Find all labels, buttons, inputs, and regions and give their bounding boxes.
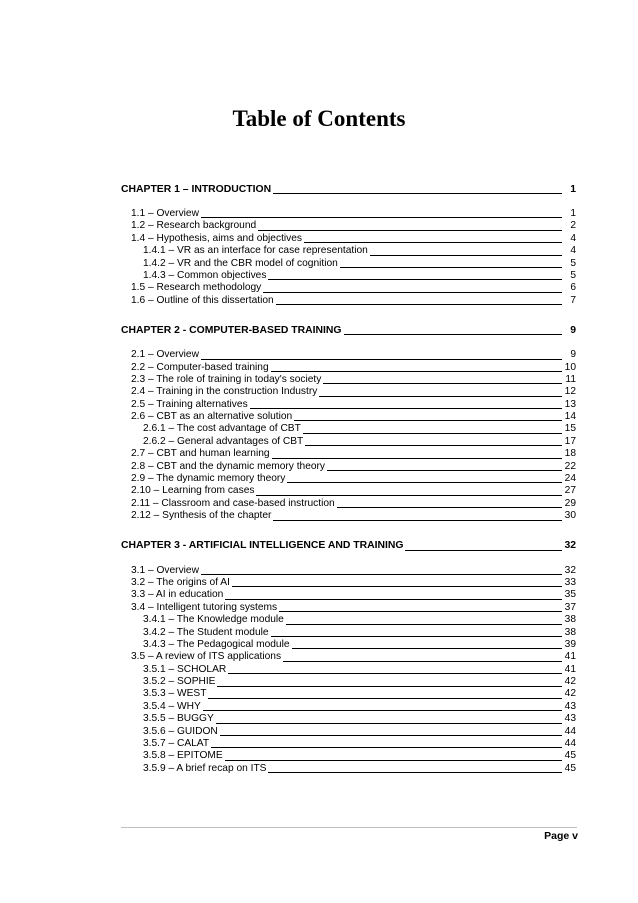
toc-leader-line	[286, 624, 562, 625]
toc-subsection-entry	[121, 627, 577, 639]
toc-leader-line	[292, 648, 562, 649]
chapter-spacer	[121, 523, 577, 539]
toc-leader-line	[271, 636, 562, 637]
toc-entry-page: 14	[564, 411, 576, 423]
toc-entry-label: 1.4.1 – VR as an interface for case representation	[143, 245, 368, 257]
toc-entry-page: 1	[570, 207, 576, 219]
toc-subsection-entry	[121, 258, 577, 270]
toc-entry-page: 13	[564, 398, 576, 410]
toc-entry-page: 22	[564, 460, 576, 472]
toc-section-entry	[121, 411, 577, 423]
toc-subsection-entry	[121, 664, 577, 676]
toc-chapter-label: CHAPTER 3 - ARTIFICIAL INTELLIGENCE AND TRAINING	[121, 540, 404, 552]
toc-subsection-entry	[121, 763, 577, 775]
toc-leader-line	[276, 304, 562, 305]
toc-entry-label: 1.5 – Research methodology	[131, 282, 262, 294]
toc-leader-line	[294, 420, 562, 421]
toc-entry-page: 12	[564, 386, 576, 398]
toc-entry-label: 1.2 – Research background	[131, 220, 257, 232]
toc-leader-line	[305, 445, 562, 446]
toc-entry-label: 3.1 – Overview	[131, 564, 199, 576]
toc-leader-line	[201, 217, 562, 218]
toc-entry-page: 9	[570, 349, 576, 361]
toc-subsection-entry	[121, 423, 577, 435]
toc-section-entry	[121, 485, 577, 497]
toc-entry-label: 3.5.3 – WEST	[143, 688, 207, 700]
toc-leader-line	[273, 520, 562, 521]
toc-entry-label: 3.5.9 – A brief recap on ITS	[143, 762, 267, 774]
toc-entry-label: 2.6 – CBT as an alternative solution	[131, 411, 293, 423]
toc-chapter-heading	[121, 539, 577, 553]
toc-leader-line	[263, 292, 562, 293]
toc-entry-label: 3.5.6 – GUIDON	[143, 725, 218, 737]
toc-entry-label: 1.6 – Outline of this dissertation	[131, 294, 274, 306]
toc-section-entry	[121, 461, 577, 473]
toc-entry-label: 3.4.2 – The Student module	[143, 626, 269, 638]
toc-section-entry	[121, 510, 577, 522]
toc-entry-page: 5	[570, 257, 576, 269]
toc-entry-page: 43	[564, 713, 576, 725]
toc-entry-label: 3.5.4 – WHY	[143, 700, 201, 712]
toc-entry-page: 37	[564, 601, 576, 613]
toc-subsection-entry	[121, 245, 577, 257]
table-of-contents	[121, 182, 577, 775]
toc-entry-label: 2.8 – CBT and the dynamic memory theory	[131, 460, 326, 472]
toc-leader-line	[405, 550, 562, 551]
toc-section-entry	[121, 498, 577, 510]
toc-leader-line	[344, 334, 562, 335]
toc-leader-line	[201, 359, 562, 360]
toc-section-entry	[121, 233, 577, 245]
toc-section-entry	[121, 473, 577, 485]
chapter-spacer	[121, 307, 577, 323]
toc-leader-line	[271, 371, 562, 372]
toc-entry-page: 45	[564, 750, 576, 762]
toc-entry-page: 44	[564, 738, 576, 750]
toc-entry-label: 2.11 – Classroom and case-based instruction	[131, 497, 335, 509]
toc-section-entry	[121, 220, 577, 232]
toc-section-entry	[121, 448, 577, 460]
toc-entry-label: 1.4.2 – VR and the CBR model of cognition	[143, 257, 338, 269]
toc-entry-label: 3.5.8 – EPITOME	[143, 750, 223, 762]
toc-leader-line	[216, 723, 562, 724]
toc-entry-page: 18	[564, 448, 576, 460]
toc-leader-line	[287, 482, 562, 483]
toc-entry-label: 2.9 – The dynamic memory theory	[131, 473, 286, 485]
toc-leader-line	[283, 661, 562, 662]
toc-chapter-label: CHAPTER 2 - COMPUTER-BASED TRAINING	[121, 324, 342, 336]
toc-leader-line	[256, 495, 562, 496]
toc-leader-line	[337, 507, 562, 508]
toc-section-entry	[121, 589, 577, 601]
toc-entry-label: 2.10 – Learning from cases	[131, 485, 255, 497]
toc-chapter-label: CHAPTER 1 – INTRODUCTION	[121, 183, 272, 195]
toc-chapter-page: 9	[570, 324, 576, 336]
toc-leader-line	[217, 686, 562, 687]
toc-leader-line	[303, 433, 562, 434]
toc-chapter-heading	[121, 182, 577, 196]
toc-entry-page: 41	[564, 663, 576, 675]
toc-entry-label: 3.5.5 – BUGGY	[143, 713, 214, 725]
toc-entry-label: 2.3 – The role of training in today's society	[131, 373, 322, 385]
toc-leader-line	[211, 747, 562, 748]
toc-entry-page: 11	[565, 373, 576, 385]
toc-entry-page: 4	[570, 245, 576, 257]
toc-entry-label: 3.4 – Intelligent tutoring systems	[131, 601, 278, 613]
toc-entry-label: 2.1 – Overview	[131, 349, 199, 361]
toc-leader-line	[225, 760, 562, 761]
toc-chapter-heading	[121, 323, 577, 337]
toc-leader-line	[279, 611, 562, 612]
toc-section-entry	[121, 399, 577, 411]
toc-entry-page: 15	[564, 423, 576, 435]
page-number: Page v	[544, 830, 578, 842]
toc-entry-label: 1.1 – Overview	[131, 207, 199, 219]
toc-entry-label: 2.2 – Computer-based training	[131, 361, 269, 373]
toc-leader-line	[228, 673, 562, 674]
toc-entry-label: 2.7 – CBT and human learning	[131, 448, 270, 460]
toc-leader-line	[232, 586, 562, 587]
toc-entry-page: 41	[564, 651, 576, 663]
toc-section-entry	[121, 208, 577, 220]
toc-entry-label: 2.6.2 – General advantages of CBT	[143, 435, 304, 447]
toc-leader-line	[203, 710, 562, 711]
toc-leader-line	[304, 242, 562, 243]
toc-section-entry	[121, 295, 577, 307]
toc-section-entry	[121, 349, 577, 361]
toc-section-entry	[121, 565, 577, 577]
toc-entry-label: 3.5.2 – SOPHIE	[143, 676, 216, 688]
toc-entry-label: 3.4.1 – The Knowledge module	[143, 614, 284, 626]
toc-entry-page: 2	[570, 220, 576, 232]
toc-subsection-entry	[121, 270, 577, 282]
footer-divider	[121, 827, 577, 828]
toc-entry-page: 7	[570, 294, 576, 306]
toc-entry-label: 3.3 – AI in education	[131, 589, 224, 601]
toc-leader-line	[201, 574, 562, 575]
toc-entry-page: 42	[564, 676, 576, 688]
toc-section-entry	[121, 577, 577, 589]
toc-entry-page: 45	[564, 762, 576, 774]
toc-entry-page: 42	[564, 688, 576, 700]
toc-chapter-page: 32	[564, 540, 576, 552]
toc-leader-line	[319, 396, 562, 397]
toc-section-entry	[121, 386, 577, 398]
toc-leader-line	[272, 458, 562, 459]
toc-entry-page: 10	[564, 361, 576, 373]
toc-leader-line	[323, 383, 562, 384]
toc-entry-page: 39	[564, 638, 576, 650]
toc-entry-page: 32	[564, 564, 576, 576]
toc-section-entry	[121, 362, 577, 374]
toc-section-entry	[121, 651, 577, 663]
toc-leader-line	[273, 193, 562, 194]
toc-leader-line	[268, 279, 562, 280]
toc-entry-page: 38	[564, 614, 576, 626]
toc-entry-label: 3.5.7 – CALAT	[143, 738, 210, 750]
toc-subsection-entry	[121, 713, 577, 725]
toc-subsection-entry	[121, 726, 577, 738]
toc-leader-line	[225, 599, 562, 600]
toc-leader-line	[258, 230, 562, 231]
toc-entry-page: 38	[564, 626, 576, 638]
toc-leader-line	[268, 772, 562, 773]
toc-leader-line	[327, 470, 562, 471]
toc-entry-label: 2.5 – Training alternatives	[131, 398, 248, 410]
toc-entry-page: 5	[570, 269, 576, 281]
toc-subsection-entry	[121, 750, 577, 762]
toc-entry-page: 43	[564, 700, 576, 712]
toc-subsection-entry	[121, 701, 577, 713]
toc-leader-line	[340, 267, 562, 268]
toc-chapter-page: 1	[570, 183, 576, 195]
toc-section-entry	[121, 374, 577, 386]
toc-subsection-entry	[121, 689, 577, 701]
toc-section-entry	[121, 602, 577, 614]
toc-subsection-entry	[121, 614, 577, 626]
toc-section-entry	[121, 282, 577, 294]
toc-entry-page: 33	[564, 576, 576, 588]
toc-leader-line	[370, 255, 562, 256]
toc-entry-page: 6	[570, 282, 576, 294]
toc-leader-line	[208, 698, 562, 699]
toc-entry-page: 4	[570, 232, 576, 244]
toc-entry-label: 1.4.3 – Common objectives	[143, 269, 267, 281]
page-title: Table of Contents	[232, 106, 406, 131]
toc-entry-label: 3.5.1 – SCHOLAR	[143, 663, 227, 675]
toc-subsection-entry	[121, 676, 577, 688]
toc-entry-page: 27	[564, 485, 576, 497]
toc-entry-page: 30	[564, 510, 576, 522]
toc-entry-label: 3.4.3 – The Pedagogical module	[143, 638, 290, 650]
toc-entry-page: 17	[564, 435, 576, 447]
toc-entry-page: 44	[564, 725, 576, 737]
toc-entry-label: 3.5 – A review of ITS applications	[131, 651, 282, 663]
toc-leader-line	[220, 735, 562, 736]
toc-entry-label: 1.4 – Hypothesis, aims and objectives	[131, 232, 303, 244]
toc-subsection-entry	[121, 639, 577, 651]
toc-entry-page: 29	[564, 497, 576, 509]
toc-entry-label: 2.6.1 – The cost advantage of CBT	[143, 423, 301, 435]
toc-subsection-entry	[121, 436, 577, 448]
toc-entry-label: 2.12 – Synthesis of the chapter	[131, 510, 272, 522]
toc-entry-label: 2.4 – Training in the construction Industry	[131, 386, 318, 398]
toc-leader-line	[250, 408, 562, 409]
toc-entry-page: 24	[564, 473, 576, 485]
toc-subsection-entry	[121, 738, 577, 750]
toc-entry-page: 35	[564, 589, 576, 601]
toc-entry-label: 3.2 – The origins of AI	[131, 576, 230, 588]
